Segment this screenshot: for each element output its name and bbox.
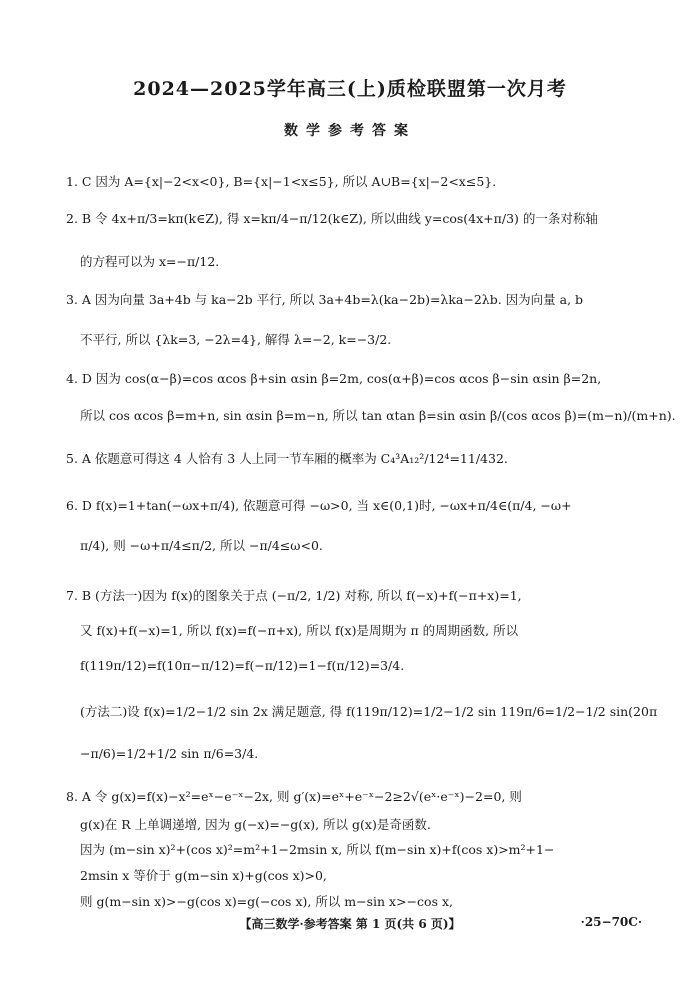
page-title: 2024—2025学年高三(上)质检联盟第一次月考 xyxy=(133,78,567,100)
answer-3-line-2: 不平行, 所以 {λk=3, −2λ=4}, 解得 λ=−2, k=−3/2. xyxy=(80,332,392,347)
answer-8-line-5: 则 g(m−sin x)>−g(cos x)=g(−cos x), 所以 m−sin x>−cos x, xyxy=(80,894,453,909)
answer-1-line-1: 1. C 因为 A={x|−2<x<0}, B={x|−1<x≤5}, 所以 A∪B={x|−2<x≤5}. xyxy=(66,174,497,189)
answer-8-line-1: 8. A 令 g(x)=f(x)−x²=eˣ−e⁻ˣ−2x, 则 g′(x)=eˣ+e⁻ˣ−2≥2√(eˣ·e⁻ˣ)−2=0, 则 xyxy=(66,789,522,804)
answer-5-line-1: 5. A 依题意可得这 4 人恰有 3 人上同一节车厢的概率为 C₄³A₁₂²/12⁴=11/432. xyxy=(66,451,508,466)
answer-8-line-4: 2msin x 等价于 g(m−sin x)+g(cos x)>0, xyxy=(80,868,327,883)
page-subtitle: 数学参考答案 xyxy=(284,123,416,139)
answer-3-line-1: 3. A 因为向量 3a+4b 与 ka−2b 平行, 所以 3a+4b=λ(ka−2b)=λka−2λb. 因为向量 a, b xyxy=(66,292,584,307)
footer-code: ·25−70C· xyxy=(580,915,642,929)
answer-2-line-1: 2. B 令 4x+π/3=kπ(k∈Z), 得 x=kπ/4−π/12(k∈Z), 所以曲线 y=cos(4x+π/3) 的一条对称轴 xyxy=(66,211,598,226)
answer-8-line-3: 因为 (m−sin x)²+(cos x)²=m²+1−2msin x, 所以 f(m−sin x)+f(cos x)>m²+1− xyxy=(80,842,555,857)
answer-7-line-3: f(119π/12)=f(10π−π/12)=f(−π/12)=1−f(π/12)=3/4. xyxy=(80,658,405,673)
answer-6-line-1: 6. D f(x)=1+tan(−ωx+π/4), 依题意可得 −ω>0, 当 x∈(0,1)时, −ωx+π/4∈(π/4, −ω+ xyxy=(66,498,572,513)
answer-7-line-5: −π/6)=1/2+1/2 sin π/6=3/4. xyxy=(80,746,259,761)
footer-page-info: 【高三数学·参考答案 第 1 页(共 6 页)】 xyxy=(239,917,461,931)
answer-7-line-4: (方法二)设 f(x)=1/2−1/2 sin 2x 满足题意, 得 f(119π/12)=1/2−1/2 sin 119π/6=1/2−1/2 sin(20π xyxy=(80,704,658,719)
answer-6-line-2: π/4), 则 −ω+π/4≤π/2, 所以 −π/4≤ω<0. xyxy=(80,538,323,553)
answer-7-line-1: 7. B (方法一)因为 f(x)的图象关于点 (−π/2, 1/2) 对称, 所以 f(−x)+f(−π+x)=1, xyxy=(66,588,522,603)
answer-8-line-2: g(x)在 R 上单调递增, 因为 g(−x)=−g(x), 所以 g(x)是奇函数. xyxy=(80,817,431,832)
answer-4-line-2: 所以 cos αcos β=m+n, sin αsin β=m−n, 所以 tan αtan β=sin αsin β/(cos αcos β)=(m−n)/(m+n). xyxy=(80,408,676,423)
answer-4-line-1: 4. D 因为 cos(α−β)=cos αcos β+sin αsin β=2m, cos(α+β)=cos αcos β−sin αsin β=2n, xyxy=(66,371,602,386)
answer-2-line-2: 的方程可以为 x=−π/12. xyxy=(80,254,220,269)
answer-7-line-2: 又 f(x)+f(−x)=1, 所以 f(x)=f(−π+x), 所以 f(x)是周期为 π 的周期函数, 所以 xyxy=(80,623,519,638)
